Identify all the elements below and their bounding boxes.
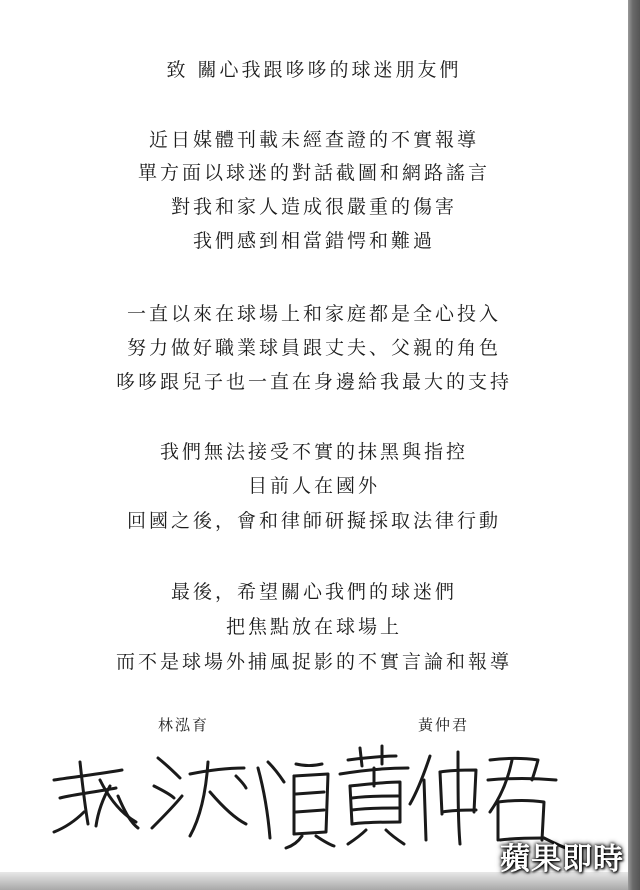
- paragraph-3-line-1: 我們無法接受不實的抹黑與指控: [159, 441, 468, 463]
- paragraph-4-line-3: 而不是球場外捕風捉影的不實言論和報導: [115, 651, 512, 673]
- paragraph-2-line-3: 哆哆跟兒子也一直在身邊給我最大的支持: [115, 371, 512, 393]
- handwritten-signature-1: [40, 740, 340, 850]
- paragraph-1-line-1: 近日媒體刊載未經查證的不實報導: [148, 129, 479, 151]
- paragraph-1-line-3: 對我和家人造成很嚴重的傷害: [170, 196, 457, 218]
- paragraph-2-line-1: 一直以來在球場上和家庭都是全心投入: [126, 303, 501, 325]
- signer-name-2: 黃仲君: [418, 716, 470, 734]
- paragraph-4-line-1: 最後，希望關心我們的球迷們: [170, 581, 457, 603]
- paragraph-1-line-2: 單方面以球迷的對話截圖和網路謠言: [137, 162, 490, 184]
- salutation: 致 關心我跟哆哆的球迷朋友們: [166, 59, 462, 81]
- paragraph-3-line-3: 回國之後，會和律師研擬採取法律行動: [126, 510, 501, 532]
- news-watermark: 蘋果即時: [500, 842, 624, 877]
- page-edge-shadow: [628, 0, 640, 890]
- paragraph-3-line-2: 目前人在國外: [247, 475, 380, 497]
- paragraph-4-line-2: 把焦點放在球場上: [225, 616, 402, 638]
- signer-name-1: 林泓育: [158, 716, 210, 734]
- paragraph-1-line-4: 我們感到相當錯愕和難過: [192, 230, 435, 252]
- paragraph-2-line-2: 努力做好職業球員跟丈夫、父親的角色: [126, 337, 501, 359]
